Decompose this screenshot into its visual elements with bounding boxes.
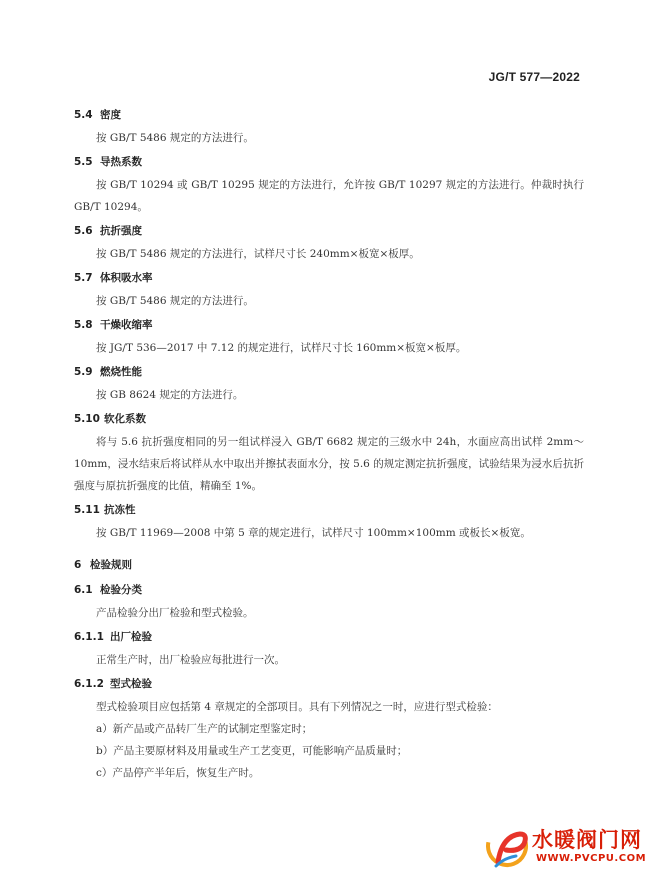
- list-item: a）新产品或产品转厂生产的试制定型鉴定时；: [96, 723, 313, 735]
- section-heading: [74, 108, 584, 123]
- paragraph: 按 GB 8624 规定的方法进行。: [96, 389, 244, 401]
- section-number: 5.8: [74, 319, 93, 331]
- section-heading: [74, 271, 584, 286]
- section-number: 6.1: [74, 584, 93, 596]
- section-number: 6: [74, 559, 82, 571]
- section-number: 5.10: [74, 413, 100, 425]
- section-title: 软化系数: [104, 413, 146, 425]
- paragraph: 按 GB/T 10294 或 GB/T 10295 规定的方法进行，允许按 GB/T 10297 规定的方法进行。仲裁时执行 GB/T 10294。: [74, 179, 584, 213]
- paragraph: 按 GB/T 5486 规定的方法进行。: [96, 132, 254, 144]
- section-title: 抗折强度: [100, 225, 142, 237]
- document-body: [74, 108, 584, 784]
- section-number: 6.1.2: [74, 678, 104, 690]
- watermark: [486, 822, 646, 872]
- section-heading: [74, 503, 584, 518]
- section-number: 5.4: [74, 109, 93, 121]
- section-heading: [74, 412, 584, 427]
- section-title: 导热系数: [100, 156, 142, 168]
- paragraph: 正常生产时，出厂检验应每批进行一次。: [96, 654, 285, 666]
- paragraph: 按 GB/T 5486 规定的方法进行。: [96, 295, 254, 307]
- watermark-title: 水暖阀门网: [532, 828, 642, 852]
- section-number: 5.7: [74, 272, 93, 284]
- watermark-url: WWW.PVCPU.COM: [536, 853, 647, 864]
- chapter-heading: [74, 558, 584, 573]
- section-number: 6.1.1: [74, 631, 104, 643]
- list-item: b）产品主要原材料及用量或生产工艺变更，可能影响产品质量时；: [96, 745, 408, 757]
- section-heading: [74, 677, 584, 692]
- paragraph: 将与 5.6 抗折强度相同的另一组试样浸入 GB/T 6682 规定的三级水中 24h，水面应高出试样 2mm～10mm，浸水结束后将试样从水中取出并擦拭表面水分，按 5.6 的规定测定抗折强度，试验结果为浸水后抗折强度与原抗折强度的比值，精确至 1%。: [74, 436, 584, 492]
- document-code: JG/T 577—2022: [488, 70, 580, 84]
- paragraph: 按 GB/T 5486 规定的方法进行，试样尺寸长 240mm×板宽×板厚。: [96, 248, 420, 260]
- section-heading: [74, 630, 584, 645]
- section-title: 检验规则: [90, 559, 132, 571]
- section-number: 5.9: [74, 366, 93, 378]
- section-heading: [74, 224, 584, 239]
- section-heading: [74, 155, 584, 170]
- section-number: 5.11: [74, 504, 100, 516]
- section-title: 密度: [100, 109, 121, 121]
- section-heading: [74, 318, 584, 333]
- section-heading: [74, 365, 584, 380]
- section-title: 体积吸水率: [100, 272, 153, 284]
- paragraph: 按 GB/T 11969—2008 中第 5 章的规定进行，试样尺寸 100mm×100mm 或板长×板宽。: [96, 527, 531, 539]
- section-title: 型式检验: [110, 678, 152, 690]
- paragraph: 型式检验项目应包括第 4 章规定的全部项目。具有下列情况之一时，应进行型式检验：: [96, 701, 498, 713]
- paragraph: 按 JG/T 536—2017 中 7.12 的规定进行，试样尺寸长 160mm×板宽×板厚。: [96, 342, 467, 354]
- section-title: 抗冻性: [104, 504, 136, 516]
- paragraph: 产品检验分出厂检验和型式检验。: [96, 607, 254, 619]
- section-heading: [74, 583, 584, 598]
- section-title: 干燥收缩率: [100, 319, 153, 331]
- section-number: 5.6: [74, 225, 93, 237]
- list-item: c）产品停产半年后，恢复生产时。: [96, 767, 260, 779]
- section-title: 检验分类: [100, 584, 142, 596]
- section-number: 5.5: [74, 156, 93, 168]
- watermark-logo-icon: [486, 822, 532, 872]
- section-title: 出厂检验: [110, 631, 152, 643]
- section-title: 燃烧性能: [100, 366, 142, 378]
